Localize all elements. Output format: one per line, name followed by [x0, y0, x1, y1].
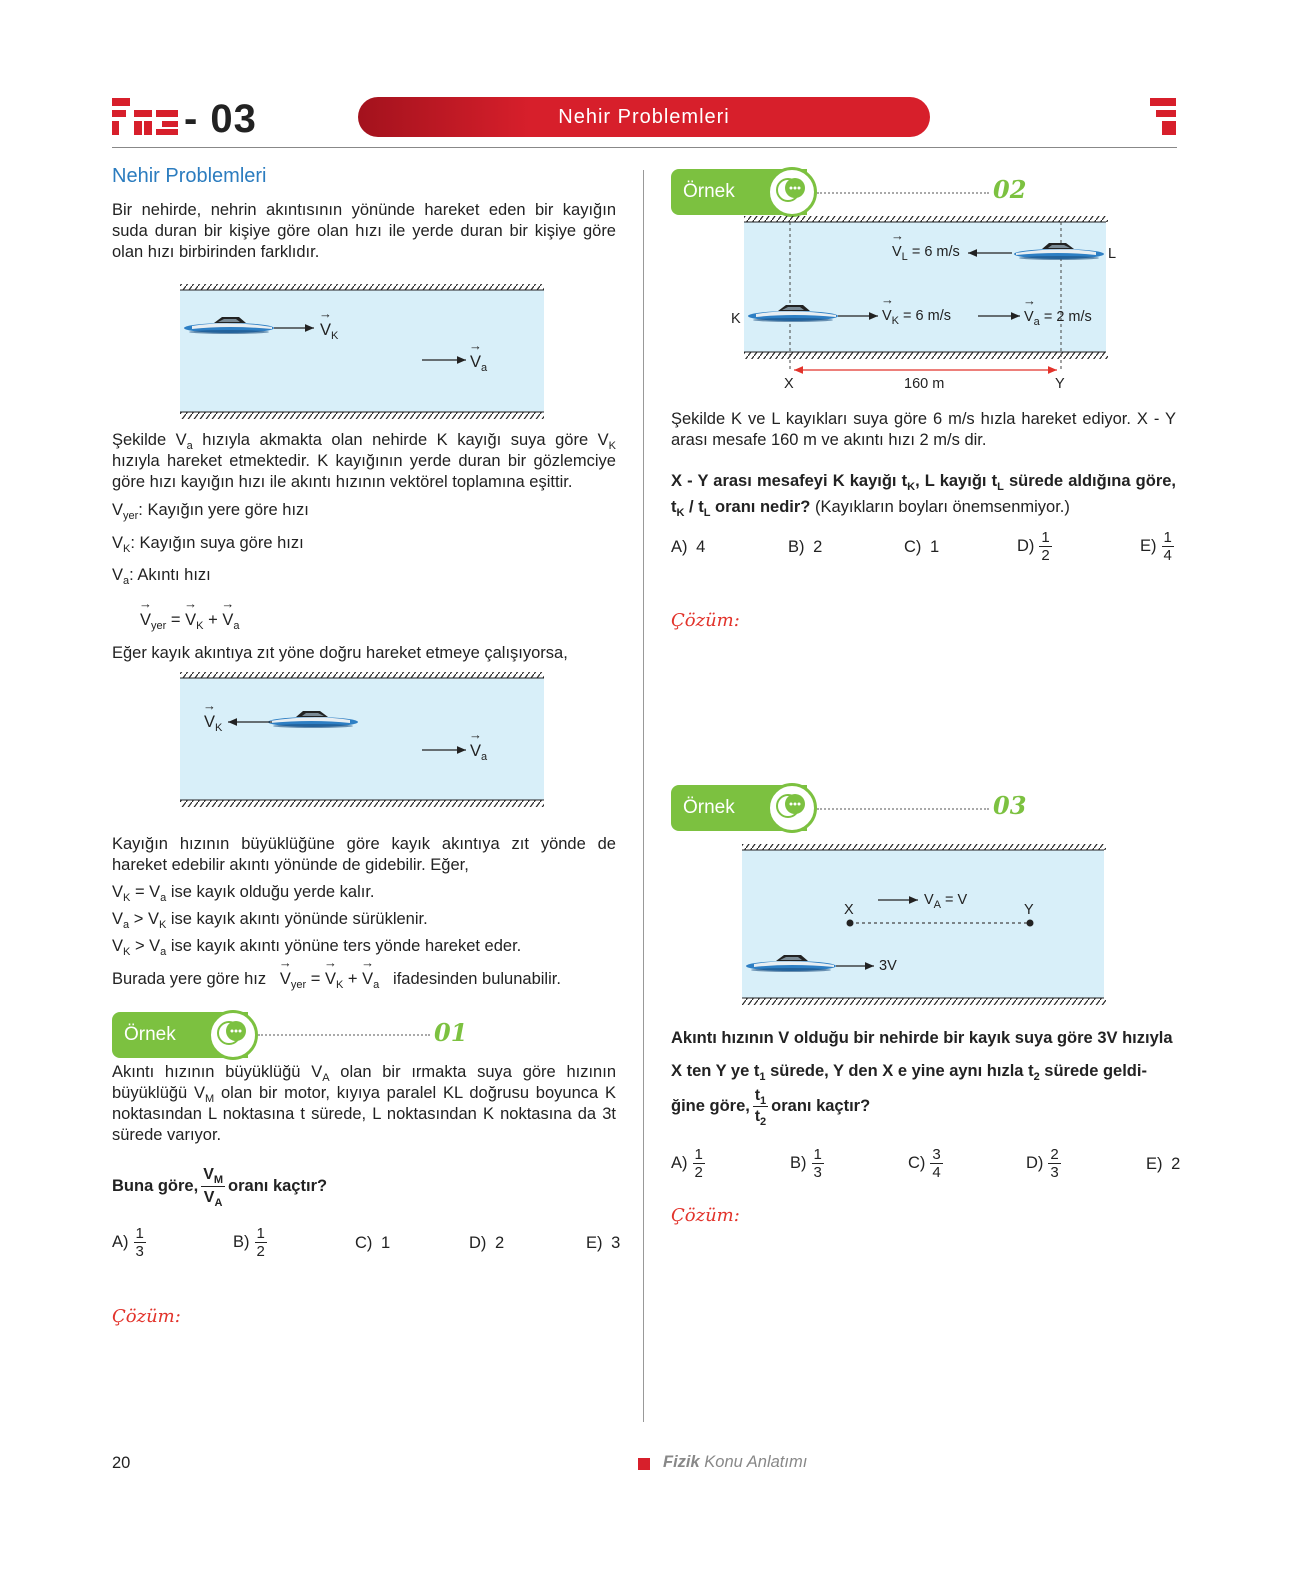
ex02-vk-label: → $V_K = 6$ m/s [882, 306, 951, 327]
ex02-distance-label: 160 m [904, 376, 945, 392]
ex01-option-d[interactable]: D) 2 [469, 1234, 505, 1252]
ex02-va-label: → $V_a = 2$ m/s [1024, 307, 1092, 328]
ex02-k-label: K [731, 311, 741, 327]
speed-cases-paragraph: Kayığın hızının büyüklüğüne göre kayık akıntıya zıt yönde de hareket edebilir akıntı yönünde de gidebilir. Eğer, [112, 835, 616, 874]
chat-bubble-icon [767, 167, 817, 217]
example-number-02: 02 [993, 175, 1027, 204]
vector-sum-formula: → $V_{yer}$ = → $V_K$ + → $V_a$ [140, 610, 239, 631]
ex01-option-a[interactable]: A) $\frac{1}{3}$ [112, 1225, 144, 1260]
example-number-03: 03 [993, 791, 1027, 820]
definition-vk: $V_K$: Kayığın suya göre hızı [112, 534, 304, 555]
explanation-paragraph: Şekilde $V_a$ hızıyla akmakta olan nehirde K kayığı suya göre $V_K$ hızıyla hareket etmektedir. K kayığının yerde duran bir gözlemciye göre hızı kayığın hızı ile akıntı hızının vektörel toplamına eşittir. [112, 431, 616, 491]
fig1-vk-label: → $V_K$ [320, 320, 338, 341]
column-divider [643, 170, 644, 1422]
section-title: Nehir Problemleri [112, 165, 267, 187]
river-figure-2 [180, 666, 548, 812]
example-number-01: 01 [434, 1018, 468, 1047]
page-number: 20 [112, 1454, 131, 1472]
ex03-option-a[interactable]: A) $\frac{1}{2}$ [671, 1146, 703, 1181]
ex02-vl-label: → $V_L = 6$ m/s [892, 242, 960, 263]
intro-paragraph: Bir nehirde, nehrin akıntısının yönünde hareket eden bir kayığın suda duran bir kişiye göre olan hızı ile yerde duran bir kişiye göre olan hızı birbirinden farklıdır. [112, 201, 616, 261]
ex03-y-label: Y [1024, 902, 1034, 918]
header-rule [112, 147, 1177, 148]
river-figure-ex02 [730, 212, 1120, 392]
ground-speed-sentence: Burada yere göre hız → $V_{yer}$ = → $V_K$ + → $V_a$ ifadesinden bulunabilir. [112, 969, 561, 990]
banner [358, 97, 930, 137]
ex02-option-d[interactable]: D) $\frac{1}{2}$ [1017, 529, 1050, 564]
footer-square-icon [638, 1458, 650, 1470]
definition-vyer: $V_{yer}$: Kayığın yere göre hızı [112, 501, 309, 522]
ex03-cozum-label: Çözüm: [671, 1205, 740, 1226]
river-figure-ex03 [740, 840, 1110, 1010]
river-figure-1 [180, 278, 548, 424]
ex03-boat-speed-label: 3V [879, 958, 897, 974]
ex02-y-label: Y [1055, 376, 1065, 392]
ornek-dots-03 [817, 808, 989, 810]
ex02-text: Şekilde K ve L kayıkları suya göre 6 m/s hızla hareket ediyor. X - Y arası mesafe 160 m ve akıntı hızı 2 m/s dir. [671, 410, 1176, 449]
ex01-cozum-label: Çözüm: [112, 1306, 181, 1327]
chat-bubble-icon [767, 783, 817, 833]
ex03-option-d[interactable]: D) $\frac{2}{3}$ [1026, 1146, 1059, 1181]
ornek-badge-01: Örnek [112, 1012, 248, 1058]
ex01-text: Akıntı hızının büyüklüğü $V_A$ olan bir ırmakta suya göre hızının büyüklüğü $V_M$ olan bir motor, kıyıya paralel KL doğrusu boyunca K noktasından L noktasına t sürede, L noktasından K noktasına da 3t sürede varıyor. [112, 1063, 616, 1144]
ex02-option-e[interactable]: E) $\frac{1}{4}$ [1140, 529, 1172, 564]
ornek-badge-03: Örnek [671, 785, 807, 831]
definition-va: $V_a$: Akıntı hızı [112, 566, 211, 587]
ex01-question: Buna göre, $\frac{V_M}{V_A}$ oranı kaçtır? [112, 1166, 328, 1209]
ex01-option-b[interactable]: B) $\frac{1}{2}$ [233, 1225, 265, 1260]
ex02-option-c[interactable]: C) 1 [904, 538, 940, 556]
chat-bubble-icon [208, 1010, 258, 1060]
ex03-va-label: $V_A = V$ [924, 892, 968, 911]
ex03-option-b[interactable]: B) $\frac{1}{3}$ [790, 1146, 822, 1181]
ex03-question-line2: X ten Y ye $t_1$ sürede, Y den X e yine aynı hızla $t_2$ sürede geldi- [671, 1062, 1147, 1083]
ex02-option-a[interactable]: A) 4 [671, 538, 706, 556]
ex03-option-c[interactable]: C) $\frac{3}{4}$ [908, 1146, 941, 1181]
faz-logo-mark [112, 98, 180, 138]
ornek-dots-02 [817, 192, 989, 194]
fig1-va-label: → $V_a$ [470, 352, 487, 373]
ex03-x-label: X [844, 902, 854, 918]
ex01-option-e[interactable]: E) 3 [586, 1234, 621, 1252]
ornek-dots-01 [258, 1034, 430, 1036]
banner-title: Nehir Problemleri [558, 106, 730, 128]
ex01-option-c[interactable]: C) 1 [355, 1234, 391, 1252]
case-equal: $V_K = V_a$ ise kayık olduğu yerde kalır. [112, 883, 375, 904]
ex02-l-label: L [1108, 246, 1117, 262]
case-current-faster: $V_a > V_K$ ise kayık akıntı yönünde sürüklenir. [112, 910, 428, 931]
fig2-vk-label: → $V_K$ [204, 712, 222, 733]
ex02-cozum-label: Çözüm: [671, 610, 740, 631]
ex02-option-b[interactable]: B) 2 [788, 538, 823, 556]
corner-logo-mark [1150, 98, 1178, 138]
ex03-question-line1: Akıntı hızının V olduğu bir nehirde bir kayık suya göre 3V hızıyla [671, 1029, 1173, 1047]
logo-suffix: - 03 [184, 97, 257, 141]
ex03-option-e[interactable]: E) 2 [1146, 1155, 1181, 1173]
header [0, 0, 1303, 160]
ex02-question: X - Y arası mesafeyi K kayığı $t_K$, L kayığı $t_L$ sürede aldığına göre, $t_K / t_L$ oranı nedir? (Kayıkların boyları önemsenmiyor.) [671, 472, 1177, 519]
case-boat-faster: $V_K > V_a$ ise kayık akıntı yönüne ters yönde hareket eder. [112, 937, 522, 958]
ornek-badge-02: Örnek [671, 169, 807, 215]
footer-brand: Fizik Konu Anlatımı [663, 1453, 808, 1471]
fig2-va-label: → $V_a$ [470, 741, 487, 762]
upstream-paragraph: Eğer kayık akıntıya zıt yöne doğru hareket etmeye çalışıyorsa, [112, 644, 568, 662]
ex02-x-label: X [784, 376, 794, 392]
ex03-question-line3: ğine göre, $\frac{t_1}{t_2}$ oranı kaçtır? [671, 1087, 871, 1128]
